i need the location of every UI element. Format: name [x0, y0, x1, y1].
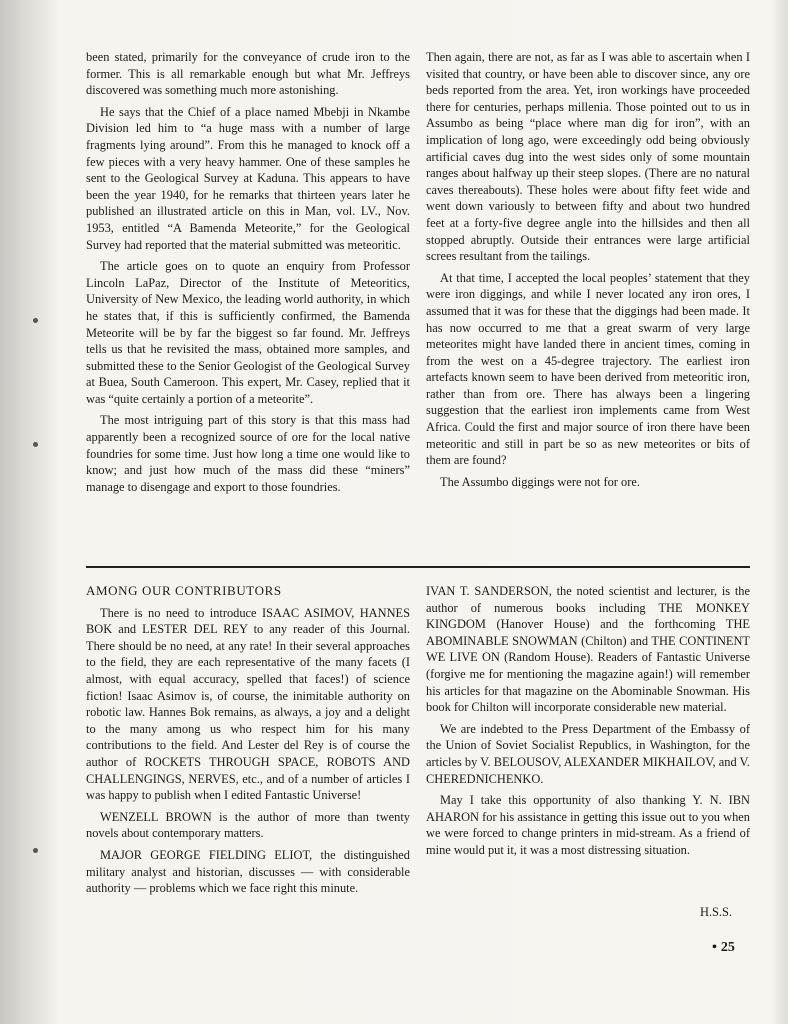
paragraph: IVAN T. SANDERSON, the noted scientist and lecturer, is the author of numerous books including THE MONKEY KINGDOM (Hanover House) and the forthcoming THE ABOMINABLE SNOWMAN (Chilton) and THE CONTINENT WE LIVE ON (Random House). Readers of Fantastic Universe (forgive me for mentioning the magazine again!) will remember his articles for that magazine on the Abominable Snowman. His book for Chilton will incorporate considerable new material.: [426, 584, 750, 715]
section-heading: AMONG OUR CONTRIBUTORS: [86, 583, 282, 598]
paragraph: The Assumbo diggings were not for ore.: [440, 474, 640, 489]
margin-speck: [33, 442, 38, 447]
binding-shadow: [0, 0, 58, 1024]
paragraph: Then again, there are not, as far as I was able to ascertain when I visited that country, or have been able to discover since, any ore beds reported from the area. Yet, iron workings have proceeded there for centuries, perhaps millenia. Those pointed out to us in Assumbo as being “place where man dig for iron”, with an implication of long ago, were exceedingly odd being obviously artificial caves dug into the west sides only of some mountain ranges about halfway up their steep slopes. (There are no natural caves thereabouts). These holes were about fifty feet wide and went down variously to between fifty and about two hundred feet at a forty-five degree angle into the hillsides and then all stopped abruptly. Outside their entrances were large artificial screes resultant from the tailings.: [426, 50, 750, 264]
paragraph: WENZELL BROWN is the author of more than twenty novels about contemporary matters.: [86, 809, 410, 841]
paragraph: There is no need to introduce ISAAC ASIMOV, HANNES BOK and LESTER DEL REY to any reader of this Journal. There should be no need, at any rate! In their several approaches to the field, they are each representative of the many facets (I almost, with equal accuracy, spelled that faces!) of science fiction! Isaac Asimov is, of course, the inimitable authority on robotic law. Hannes Bok remains, as always, a joy and a delight to the many among us who respect him for his many contributions to the field. And Lester del Rey is of course the author of ROCKETS THROUGH SPACE, ROBOTS AND CHALLENGINGS, NERVES, etc., and of a number of articles I was happy to publish when I edited Fantastic Universe!: [86, 605, 410, 803]
contributors-column-right: [426, 583, 750, 864]
article-column-right: [426, 49, 750, 495]
section-divider: [86, 566, 750, 568]
page-edge-shadow: [770, 0, 788, 1024]
page-number: 25: [720, 940, 735, 955]
margin-speck: [33, 318, 38, 323]
paragraph: He says that the Chief of a place named Mbebji in Nkambe Division led him to “a huge mass with a number of large fragments lying around”. From this he managed to knock off a few pieces with a very heavy hammer. One of these samples he sent to the Geological Survey at Kaduna. This appears to have been the year 1940, for he remarks that thirteen years later he published an illustrated article on this in Man, vol. LV., Nov. 1953, entitled “A Bamenda Meteorite,” for the Geological Survey had reported that the material submitted was meteoritic.: [86, 104, 410, 252]
page-number-block: [712, 940, 735, 956]
paragraph: At that time, I accepted the local peoples’ statement that they were iron diggings, and while I never located any iron ores, I assumed that it was for these that the diggings had been made. It has now occurred to me that a great swarm of very large meteorites might have landed there in ancient times, coming in from the west on a 45-degree trajectory. The earliest iron artefacts known seem to have been derived from meteoritic iron, rather than from ore. There has always been a lingering suggestion that the earliest iron implements came from West Africa. Could the first and major source of iron there have been meteoritic and still in part be so as new meteorites or bits of them are found?: [426, 270, 750, 468]
paragraph: We are indebted to the Press Department of the Embassy of the Union of Soviet Socialist Republics, in Washington, for the articles by V. BELOUSOV, ALEXANDER MIKHAILOV, and V. CHEREDNICHENKO.: [426, 721, 750, 786]
paragraph: The article goes on to quote an enquiry from Professor Lincoln LaPaz, Director of the Institute of Meteoritics, University of New Mexico, the leading world authority, in which he states that, if this is sufficiently confirmed, the Bamenda Meteorite will be by far the biggest so far found. Mr. Jeffreys tells us that he revisited the mass, obtained more samples, and submitted these to the Senior Geologist of the Geological Survey at Buea, South Cameroon. This expert, Mr. Casey, replied that it was “quite certainly a portion of a meteorite”.: [86, 259, 410, 406]
editor-signature: H.S.S.: [700, 905, 733, 919]
article-column-left: [86, 49, 410, 500]
contributors-column-left: [86, 583, 410, 902]
paragraph: MAJOR GEORGE FIELDING ELIOT, the distinguished military analyst and historian, discusses — with considerable authority — problems which we face right this minute.: [86, 847, 410, 896]
paragraph: been stated, primarily for the conveyance of crude iron to the former. This is all remarkable enough but what Mr. Jeffreys discovered was something much more astonishing.: [86, 50, 410, 98]
bullet-icon: •: [712, 940, 717, 955]
paragraph: The most intriguing part of this story is that this mass had apparently been a recognized source of ore for the local native foundries for some time. Just how long a time one would like to know; and just how much of the mass did these “miners” manage to disengage and export to those foundries.: [86, 413, 410, 494]
paragraph: May I take this opportunity of also thanking Y. N. IBN AHARON for his assistance in getting this issue out to you when we were forced to change printers in mid-stream. As a friend of mine would put it, it was a most distressing situation.: [426, 793, 750, 857]
margin-speck: [33, 848, 38, 853]
